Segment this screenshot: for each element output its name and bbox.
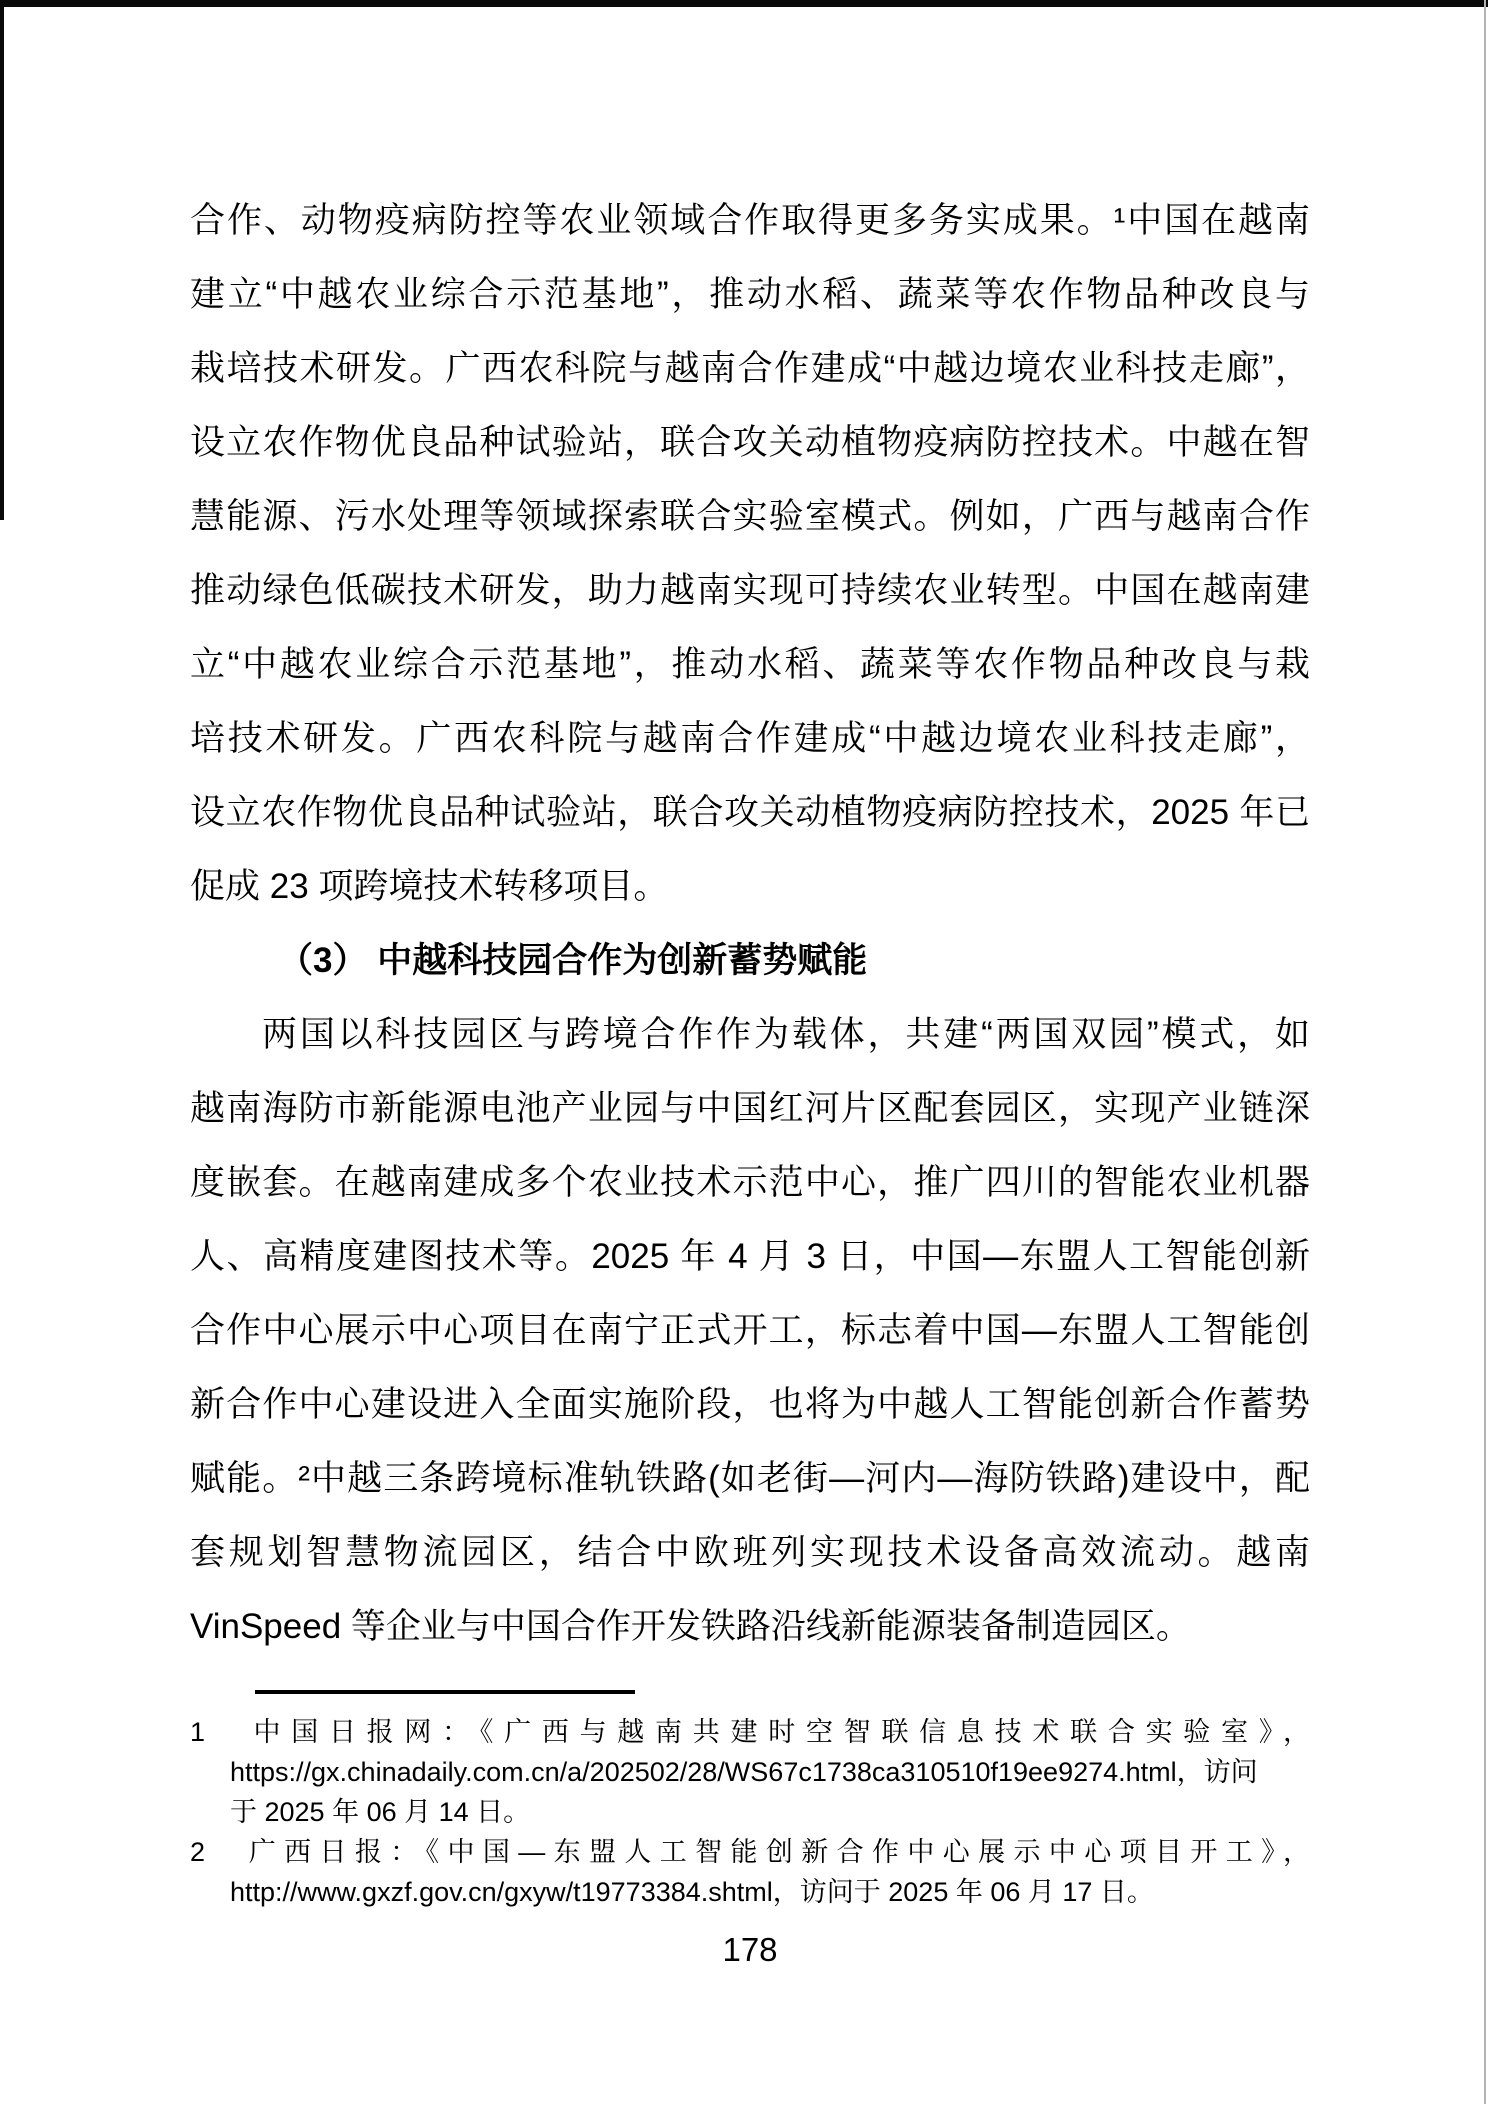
- footnote-line: 1 中国日报网：《广西与越南共建时空智联信息技术联合实验室》，: [190, 1717, 1310, 1747]
- paragraph-2: [190, 998, 1310, 1664]
- footnote-2: [190, 1832, 1310, 1912]
- text-line: 赋能。²中越三条跨境标准轨铁路(如老街—河内—海防铁路)建设中，配: [190, 1459, 1310, 1498]
- text-line: 套规划智慧物流园区，结合中欧班列实现技术设备高效流动。越南: [190, 1533, 1310, 1572]
- text-line: 合作、动物疫病防控等农业领域合作取得更多务实成果。¹中国在越南: [190, 201, 1310, 240]
- footnote-line: http://www.gxzf.gov.cn/gxyw/t19773384.shtml，访问于 2025 年 06 月 17 日。: [230, 1877, 1154, 1907]
- text-line: 设立农作物优良品种试验站，联合攻关动植物疫病防控技术，2025 年已: [190, 793, 1310, 832]
- scan-edge-right: [1484, 0, 1486, 2104]
- text-line: 栽培技术研发。广西农科院与越南合作建成“中越边境农业科技走廊”，: [190, 349, 1310, 388]
- paragraph-continued: [190, 184, 1310, 924]
- text-line: 人、高精度建图技术等。2025 年 4 月 3 日，中国—东盟人工智能创新: [190, 1237, 1310, 1276]
- footnote-separator: [255, 1690, 635, 1694]
- text-line: VinSpeed 等企业与中国合作开发铁路沿线新能源装备制造园区。: [190, 1607, 1191, 1646]
- footnote-area: [190, 1690, 1310, 1912]
- text-line: 设立农作物优良品种试验站，联合攻关动植物疫病防控技术。中越在智: [190, 423, 1310, 462]
- text-line: 合作中心展示中心项目在南宁正式开工，标志着中国—东盟人工智能创: [190, 1311, 1310, 1350]
- text-line: 培技术研发。广西农科院与越南合作建成“中越边境农业科技走廊”，: [190, 719, 1310, 758]
- text-line: 慧能源、污水处理等领域探索联合实验室模式。例如，广西与越南合作: [190, 497, 1310, 536]
- scan-edge-left: [0, 0, 4, 520]
- text-line: 度嵌套。在越南建成多个农业技术示范中心，推广四川的智能农业机器: [190, 1163, 1310, 1202]
- footnote-line: 于 2025 年 06 月 14 日。: [230, 1797, 531, 1827]
- text-line: 推动绿色低碳技术研发，助力越南实现可持续农业转型。中国在越南建: [190, 571, 1310, 610]
- text-line: 促成 23 项跨境技术转移项目。: [190, 867, 669, 906]
- text-line: 两国以科技园区与跨境合作作为载体，共建“两国双园”模式，如: [262, 1015, 1310, 1054]
- section-heading: （3） 中越科技园合作为创新蓄势赋能: [278, 941, 868, 980]
- footnote-line: https://gx.chinadaily.com.cn/a/202502/28/WS67c1738ca310510f19ee9274.html，访问: [230, 1757, 1258, 1787]
- text-line: 建立“中越农业综合示范基地”，推动水稻、蔬菜等农作物品种改良与: [190, 275, 1310, 314]
- footnote-1: [190, 1712, 1310, 1832]
- text-line: 新合作中心建设进入全面实施阶段，也将为中越人工智能创新合作蓄势: [190, 1385, 1310, 1424]
- footnote-line: 2 广西日报：《中国—东盟人工智能创新合作中心展示中心项目开工》，: [190, 1837, 1310, 1867]
- body-text: [190, 184, 1310, 1664]
- text-line: 立“中越农业综合示范基地”，推动水稻、蔬菜等农作物品种改良与栽: [190, 645, 1310, 684]
- scan-edge-top: [0, 0, 1488, 7]
- text-line: 越南海防市新能源电池产业园与中国红河片区配套园区，实现产业链深: [190, 1089, 1310, 1128]
- page-number: 178: [722, 1931, 778, 1968]
